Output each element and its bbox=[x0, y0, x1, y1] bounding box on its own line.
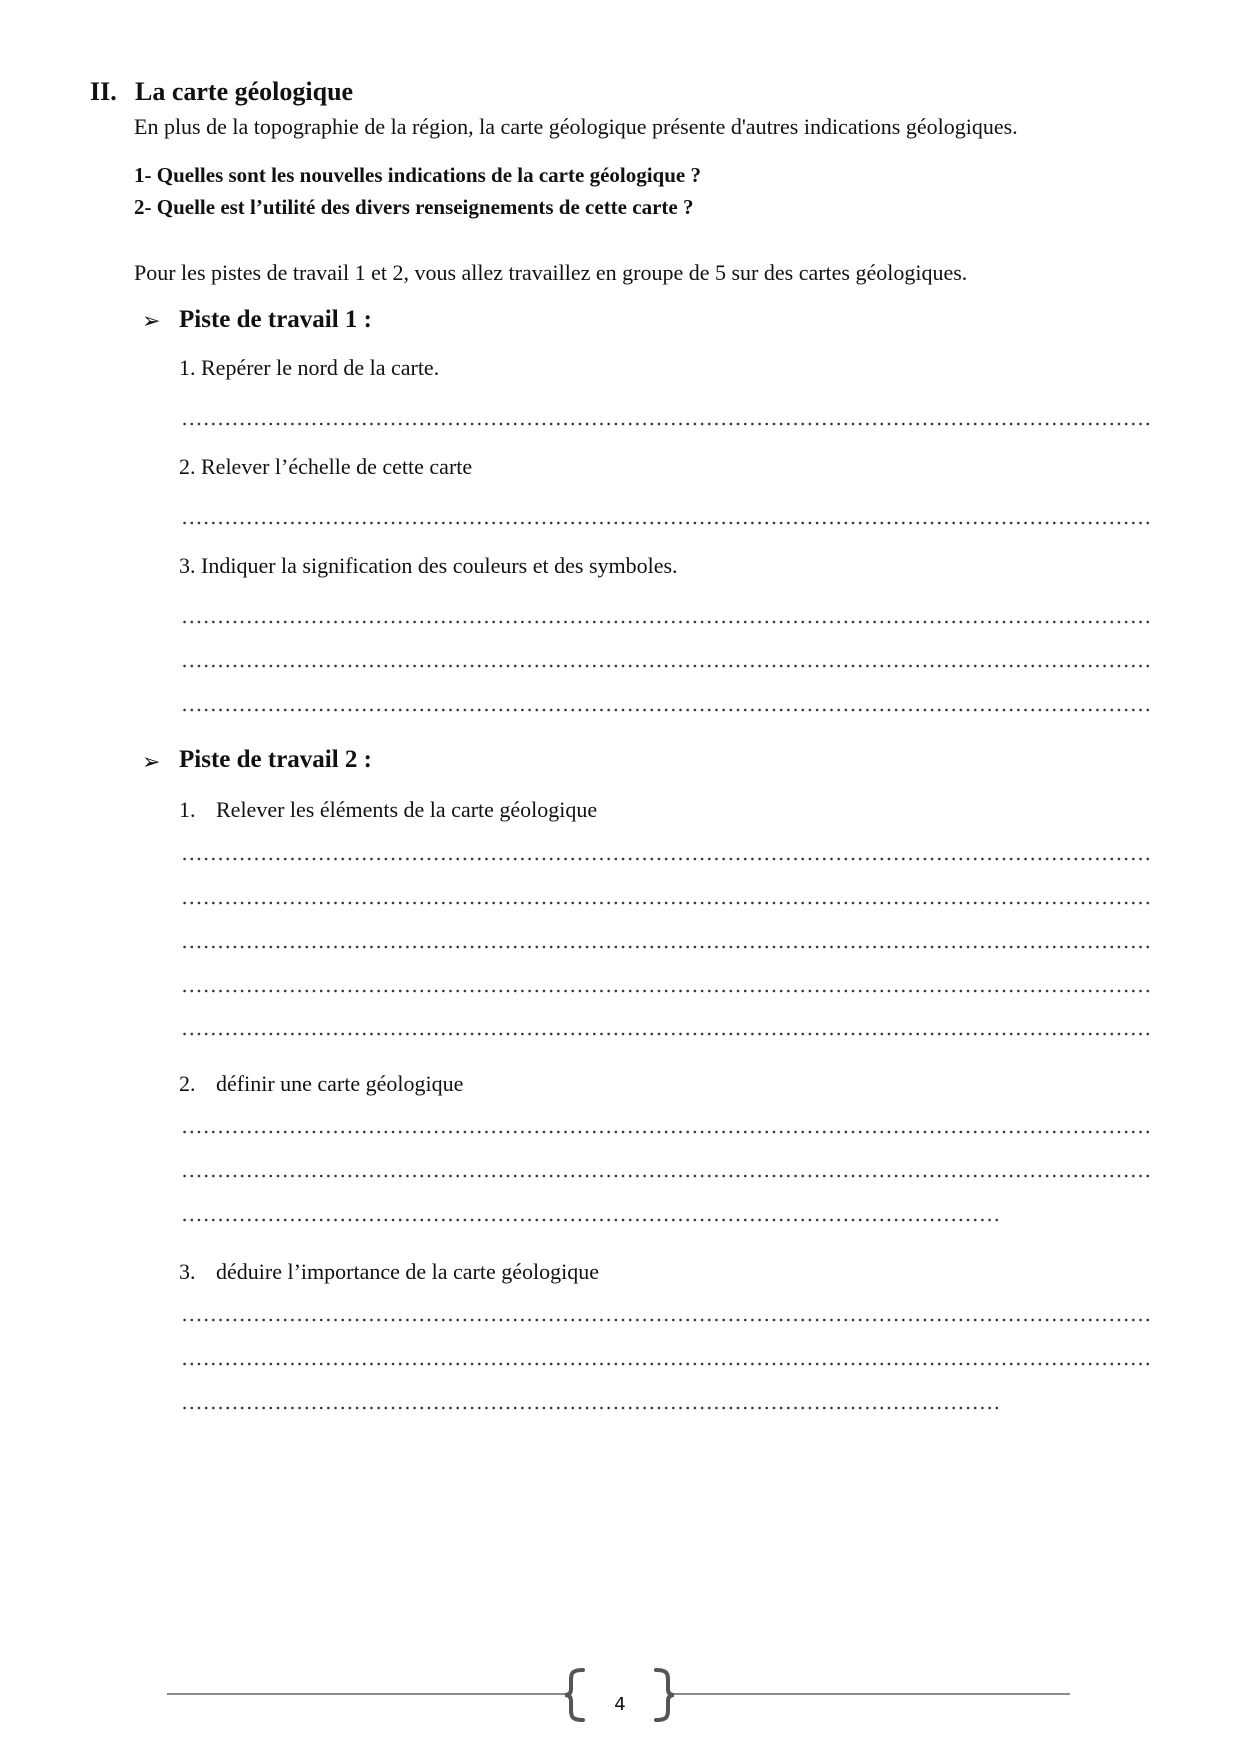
arrow-bullet-icon: ➢ bbox=[142, 308, 161, 333]
footer-rule-right bbox=[672, 1693, 1070, 1695]
section-title: La carte géologique bbox=[135, 77, 354, 106]
answer-line[interactable] bbox=[181, 897, 1151, 909]
answer-line[interactable] bbox=[181, 985, 1151, 997]
piste-1-title: Piste de travail 1 : bbox=[179, 306, 373, 333]
piste-2-item-1: Relever les éléments de la carte géologique bbox=[216, 797, 598, 822]
answer-line[interactable] bbox=[181, 418, 1151, 430]
piste-1-item-2: 2. Relever l’échelle de cette carte bbox=[179, 454, 473, 479]
group-instruction: Pour les pistes de travail 1 et 2, vous allez travaillez en groupe de 5 sur des cartes géologiques. bbox=[134, 260, 968, 285]
piste-2-item-1-number: 1. bbox=[179, 797, 196, 822]
question-2: 2- Quelle est l’utilité des divers renseignements de cette carte ? bbox=[134, 195, 694, 219]
piste-2-item-2: définir une carte géologique bbox=[216, 1071, 464, 1096]
piste-1-item-1: 1. Repérer le nord de la carte. bbox=[179, 355, 440, 380]
answer-line[interactable] bbox=[181, 517, 1151, 529]
answer-line[interactable] bbox=[181, 704, 1151, 716]
right-brace-icon bbox=[652, 1668, 676, 1722]
piste-2-item-2-number: 2. bbox=[179, 1071, 196, 1096]
answer-line[interactable] bbox=[181, 1402, 999, 1414]
answer-line[interactable] bbox=[181, 616, 1151, 628]
piste-1-item-3: 3. Indiquer la signification des couleurs et des symboles. bbox=[179, 553, 678, 578]
answer-line[interactable] bbox=[181, 1170, 1151, 1182]
section-intro: En plus de la topographie de la région, la carte géologique présente d'autres indications géologiques. bbox=[134, 114, 1018, 139]
answer-line[interactable] bbox=[181, 1028, 1151, 1040]
page-number: 4 bbox=[614, 1694, 626, 1715]
answer-line[interactable] bbox=[181, 1358, 1151, 1370]
left-brace-icon bbox=[563, 1668, 587, 1722]
piste-2-item-3: déduire l’importance de la carte géologique bbox=[216, 1259, 599, 1284]
section-number: II. bbox=[90, 77, 117, 106]
footer-rule-left bbox=[167, 1693, 565, 1695]
answer-line[interactable] bbox=[181, 1314, 1151, 1326]
arrow-bullet-icon: ➢ bbox=[142, 749, 161, 774]
answer-line[interactable] bbox=[181, 941, 1151, 953]
answer-line[interactable] bbox=[181, 853, 1151, 865]
answer-line[interactable] bbox=[181, 1214, 999, 1226]
question-1: 1- Quelles sont les nouvelles indications de la carte géologique ? bbox=[134, 163, 701, 187]
answer-line[interactable] bbox=[181, 660, 1151, 672]
piste-2-item-3-number: 3. bbox=[179, 1259, 196, 1284]
piste-2-title: Piste de travail 2 : bbox=[179, 746, 373, 773]
answer-line[interactable] bbox=[181, 1126, 1151, 1138]
